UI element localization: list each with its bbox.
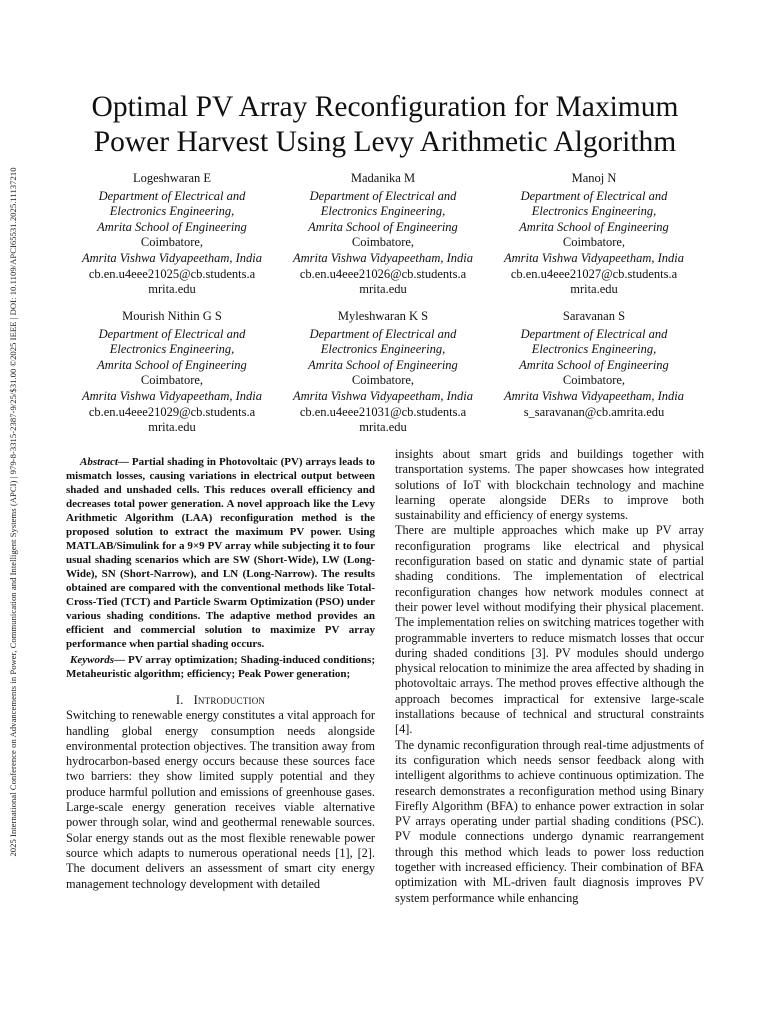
body-paragraph: There are multiple approaches which make up PV array reconfiguration programs like electrical and physical reconfiguration based on static and dynamic state of partial shading conditions. The implementation of electrical reconfiguration changes how network modules connect at their power level without modifying their physical placement. The implementation relies on switching matrices together with programmable inverters to reduce mismatch losses that occur during shaded conditions [3]. PV modules should undergo physical relocation to minimize the area affected by shading in photovoltaic arrays. The method proves effective although the approach becomes impractical for extensive large-scale installations because of technical and structural constraints [4]. [395,523,704,737]
section-title: Introduction [193,693,266,707]
abstract-label: Abstract— [80,456,129,468]
author-block [479,309,709,420]
author-dept: Electronics Engineering, [109,342,235,357]
author-city: Coimbatore, [351,235,415,250]
author-email: cb.en.u4eee21025@cb.students.a [88,266,256,281]
author-city: Coimbatore, [562,373,626,388]
side-publication-text: 2025 International Conference on Advancements in Power, Communication and Intelligent Systems (APCI) | 979-8-3315-2387-9/25/$31.00 ©2025 IEEE | DOI: 10.1109/APCI65531.2025.11137210 [8,167,18,857]
section-number: I. [175,693,184,707]
author-email-cont: mrita.edu [570,282,618,297]
author-dept: Electronics Engineering, [320,342,446,357]
author-email: cb.en.u4eee21027@cb.students.a [510,266,678,281]
author-name: Manoj N [571,171,617,185]
author-school: Amrita School of Engineering [97,357,247,372]
author-dept: Electronics Engineering, [531,204,657,219]
left-column [66,455,375,892]
author-email: cb.en.u4eee21029@cb.students.a [88,404,256,419]
author-email-cont: mrita.edu [359,282,407,297]
side-publication-note [2,100,24,924]
author-dept: Electronics Engineering, [320,204,446,219]
author-dept: Electronics Engineering, [109,204,235,219]
author-block [479,171,709,298]
author-dept: Department of Electrical and [520,188,668,203]
abstract-text: Partial shading in Photovoltaic (PV) arrays leads to mismatch losses, causing variations in electrical output between shaded and unshaded cells. This reduces overall efficiency and decreases total power generation. A novel approach like the Levy Arithmetic Algorithm (LAA) reconfiguration method is the proposed solution to extract the maximum PV power. Using MATLAB/Simulink for a 9×9 PV array while subjecting it to four usual shading scenarios which are SW (Short-Wide), LW (Long-Wide), SN (Short-Narrow), and LN (Long-Narrow). The results obtained are compared with the conventional methods like Total-Cross-Tied (TCT) and Particle Swarm Optimization (PSO) under various shading conditions. The adaptive method provides an efficient and commercial solution to maximize PV array performance when partial shading occurs. [66,456,375,650]
author-dept: Department of Electrical and [309,326,457,341]
author-school: Amrita School of Engineering [519,219,669,234]
right-column [395,447,704,906]
author-school: Amrita School of Engineering [308,357,458,372]
author-block [57,171,287,298]
author-email: cb.en.u4eee21026@cb.students.a [299,266,467,281]
author-name: Mourish Nithin G S [122,309,222,323]
author-dept: Department of Electrical and [520,326,668,341]
author-city: Coimbatore, [140,235,204,250]
author-university: Amrita Vishwa Vidyapeetham, India [292,388,474,403]
author-city: Coimbatore, [140,373,204,388]
author-name: Saravanan S [562,309,626,323]
author-city: Coimbatore, [351,373,415,388]
author-name: Myleshwaran K S [337,309,429,323]
author-school: Amrita School of Engineering [519,357,669,372]
body-paragraph: insights about smart grids and buildings together with transportation systems. The paper showcases how integrated solutions of IoT with blockchain technology and machine learning operate alongside DERs to improve both sustainability and efficiency of energy systems. [395,447,704,523]
author-email: s_saravanan@cb.amrita.edu [523,404,665,419]
author-city: Coimbatore, [562,235,626,250]
intro-paragraph: Switching to renewable energy constitutes a vital approach for handling global energy consumption needs alongside environmental protection objectives. The transition away from hydrocarbon-based energy occurs because these sources face two barriers: they show limited supply potential and they produce harmful pollution and emissions of greenhouse gases. Large-scale energy generation receives viable alternative power through solar, wind and geothermal renewable sources. Solar energy stands out as the most flexible renewable power source which adapts to numerous operational needs [1], [2]. The document delivers an assessment of smart city energy management technology development with detailed [66,708,375,891]
author-university: Amrita Vishwa Vidyapeetham, India [81,388,263,403]
author-email: cb.en.u4eee21031@cb.students.a [299,404,467,419]
keywords [66,653,375,681]
author-dept: Department of Electrical and [309,188,457,203]
keywords-label: Keywords— [70,654,125,666]
author-email-cont: mrita.edu [148,420,196,435]
author-university: Amrita Vishwa Vidyapeetham, India [292,250,474,265]
body-paragraph: The dynamic reconfiguration through real-time adjustments of its configuration which needs sensor feedback along with intelligent algorithms to achieve continuous optimization. The research demonstrates a reconfiguration method using Binary Firefly Algorithm (BFA) to enhance power extraction in solar PV arrays operating under partial shading conditions (PSC). PV module connections undergo dynamic rearrangement through this method which leads to power loss reduction together with increased efficiency. Their combination of BFA optimization with ML-driven fault diagnosis improves PV system performance while enhancing [395,737,704,905]
author-email-cont: mrita.edu [148,282,196,297]
author-university: Amrita Vishwa Vidyapeetham, India [503,388,685,403]
author-university: Amrita Vishwa Vidyapeetham, India [81,250,263,265]
author-block [268,309,498,436]
keywords-text: PV array optimization; Shading-induced conditions; Metaheuristic algorithm; efficiency; Peak Power generation; [66,654,375,680]
author-dept: Department of Electrical and [98,188,246,203]
abstract [66,455,375,651]
author-school: Amrita School of Engineering [97,219,247,234]
author-school: Amrita School of Engineering [308,219,458,234]
section-heading [66,693,375,708]
author-block [268,171,498,298]
author-university: Amrita Vishwa Vidyapeetham, India [503,250,685,265]
author-email-cont: mrita.edu [359,420,407,435]
author-name: Logeshwaran E [132,171,212,185]
author-name: Madanika M [350,171,416,185]
paper-title: Optimal PV Array Reconfiguration for Maximum Power Harvest Using Levy Arithmetic Algorithm [91,91,679,158]
author-dept: Electronics Engineering, [531,342,657,357]
author-dept: Department of Electrical and [98,326,246,341]
author-block [57,309,287,436]
